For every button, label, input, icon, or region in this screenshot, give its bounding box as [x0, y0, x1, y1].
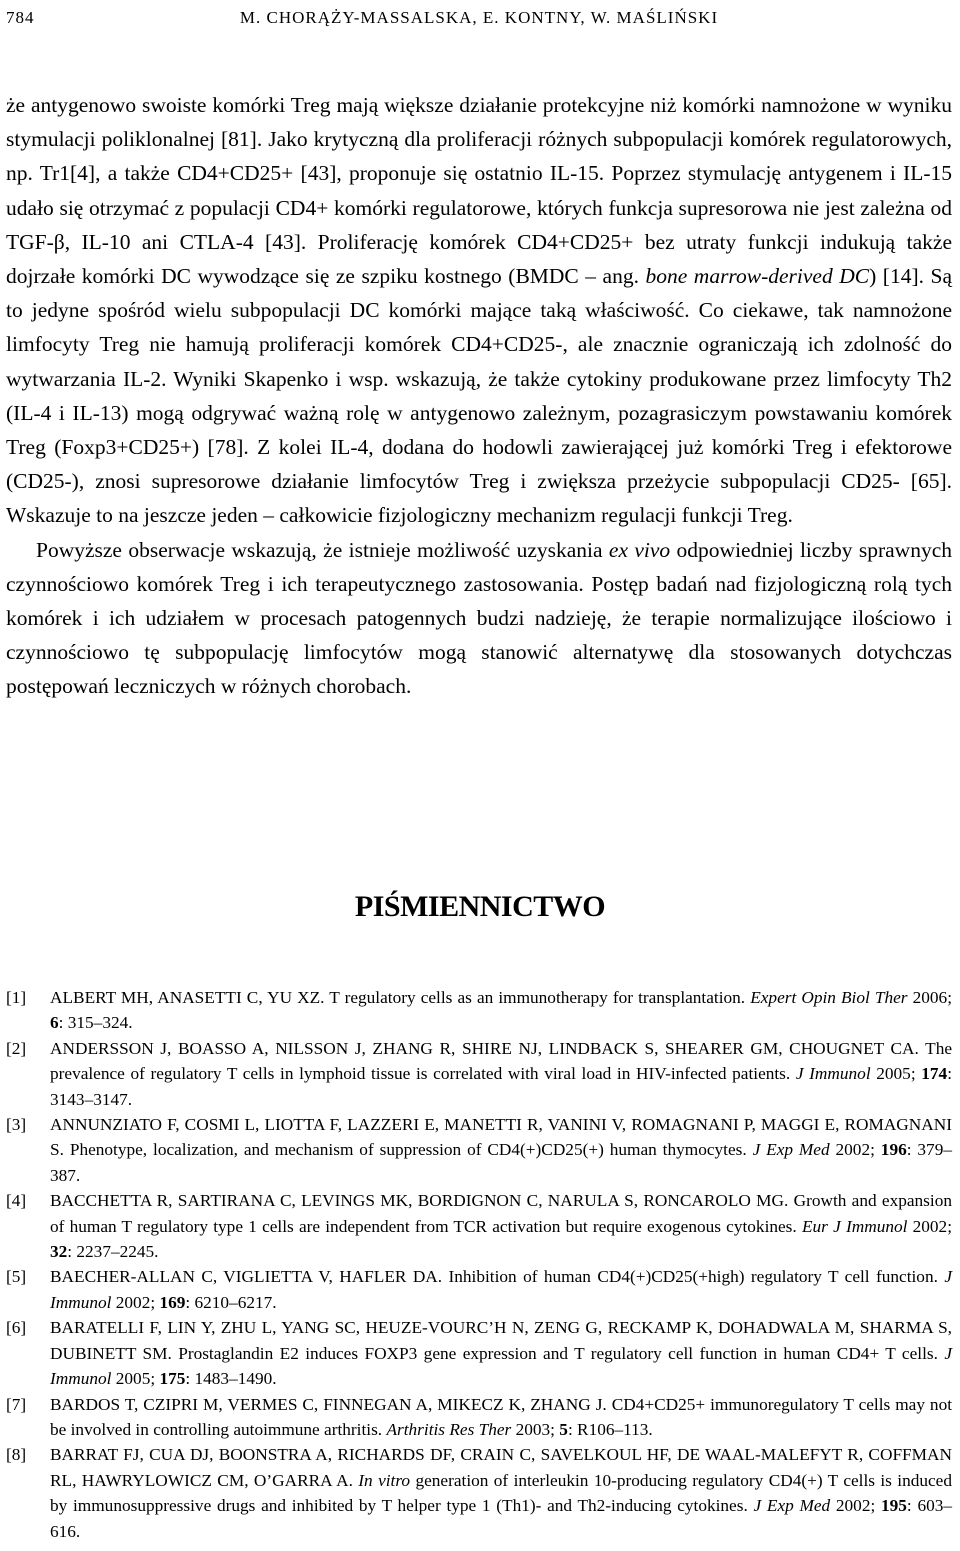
reference-year: 2002; [830, 1496, 881, 1516]
reference-number: [7] [6, 1394, 27, 1414]
paragraph-2-text-a: Powyższe obserwacje wskazują, że istnieje możliwość uzyskania [36, 537, 609, 562]
reference-authors: BARDOS T, CZIPRI M, VERMES C, FINNEGAN A, MIKECZ K, ZHANG J. [50, 1394, 607, 1414]
reference-number: [5] [6, 1267, 27, 1287]
reference-number: [2] [6, 1038, 27, 1058]
reference-pages: : 315–324. [58, 1013, 133, 1033]
reference-year: 2005; [870, 1064, 922, 1084]
reference-authors: ANDERSSON J, BOASSO A, NILSSON J, ZHANG R, SHIRE NJ, LINDBACK S, SHEARER GM, CHOUGNET CA. [50, 1038, 919, 1058]
reference-list [6, 985, 952, 1544]
reference-year: 2002; [829, 1140, 881, 1160]
reference-title-italic: In vitro [352, 1470, 411, 1490]
reference-volume: 196 [880, 1140, 907, 1160]
reference-journal: J Immunol [50, 1343, 953, 1389]
reference-journal: J Exp Med [753, 1496, 831, 1516]
reference-title: CD4+CD25+ immunoregulatory T cells may not be involved in controlling autoimmune arthritis. [50, 1394, 953, 1439]
reference-volume: 175 [159, 1369, 186, 1389]
reference-volume: 174 [921, 1064, 948, 1084]
reference-journal: Expert Opin Biol Ther [750, 988, 908, 1007]
reference-authors: BACCHETTA R, SARTIRANA C, LEVINGS MK, BORDIGNON C, NARULA S, RONCAROLO MG. [50, 1191, 789, 1211]
reference-item [6, 1112, 952, 1188]
reference-title: Growth and expansion of human T regulatory type 1 cells are independent from TCR activation but require exogenous cytokines. [50, 1191, 952, 1236]
reference-title: Prostaglandin E2 induces FOXP3 gene expression and T regulatory cell function in human CD4+ T cells. [171, 1343, 945, 1363]
reference-volume: 32 [50, 1242, 68, 1262]
reference-authors: BARRAT FJ, CUA DJ, BOONSTRA A, RICHARDS DF, CRAIN C, SAVELKOUL HF, DE WAAL-MALEFYT R, COFFMAN RL, HAWRYLOWICZ CM, O’GARRA A. [50, 1445, 952, 1490]
reference-number: [1] [6, 988, 27, 1007]
reference-year: 2002; [111, 1292, 160, 1312]
reference-journal: Arthritis Res Ther [386, 1419, 512, 1439]
reference-title: The prevalence of regulatory T cells in lymphoid tissue is correlated with viral load in HIV-infected patients. [50, 1038, 953, 1084]
reference-title: Inhibition of human CD4(+)CD25(+high) regulatory T cell function. [442, 1267, 945, 1287]
reference-item [6, 985, 952, 1036]
reference-authors: ALBERT MH, ANASETTI C, YU XZ. [50, 988, 325, 1007]
reference-authors: BAECHER-ALLAN C, VIGLIETTA V, HAFLER DA. [50, 1267, 443, 1287]
reference-authors: BARATELLI F, LIN Y, ZHU L, YANG SC, HEUZE-VOURC’H N, ZENG G, RECKAMP K, DOHADWALA M, SHARMA S, DUBINETT SM. [50, 1318, 952, 1363]
reference-journal: Eur J Immunol [801, 1216, 908, 1236]
reference-pages: : 3143–3147. [50, 1064, 952, 1109]
reference-authors: ANNUNZIATO F, COSMI L, LIOTTA F, LAZZERI E, MANETTI R, VANINI V, ROMAGNANI P, MAGGI E, ROMAGNANI S. [50, 1115, 952, 1160]
reference-year: 2002; [907, 1216, 953, 1236]
reference-journal: J Exp Med [752, 1140, 830, 1160]
reference-volume: 195 [881, 1496, 907, 1516]
paragraph-2-text-b: odpowiedniej liczby sprawnych czynnościowo komórek Treg i ich terapeutycznego zastosowania. Postęp badań nad fizjologiczną rolą tych komórek i ich udziałem w procesach patogennych budzi nadzieję, że terapie normalizujące ilościowo i czynnościowo tę subpopulację limfocytów mogą stanowić alternatywę dla stosowanych dotychczas postępowań leczniczych w różnych chorobach. [6, 537, 952, 699]
paragraph-1-text-a: że antygenowo swoiste komórki Treg mają większe działanie protekcyjne niż komórki namnożone w wyniku stymulacji poliklonalnej [81]. Jako krytyczną dla proliferacji różnych subpopulacji komórek regulatorowych, np. Tr1[4], a także CD4+CD25+ [43], proponuje się ostatnio IL-15. Poprzez stymulację antygenem i IL-15 udało się otrzymać z populacji CD4+ komórki regulatorowe, których funkcja supresorowa nie jest zależna od TGF-β, IL-10 ani CTLA-4 [43]. Proliferację komórek CD4+CD25+ bez utraty funkcji indukują także dojrzałe komórki DC wywodzące się ze szpiku kostnego (BMDC – ang. [6, 93, 952, 289]
paragraph-2 [6, 533, 952, 704]
reference-volume: 6 [50, 1013, 59, 1033]
reference-year: 2005; [111, 1369, 160, 1389]
reference-journal: J Immunol [50, 1267, 952, 1312]
reference-number: [3] [6, 1115, 27, 1135]
reference-volume: 169 [159, 1292, 186, 1312]
reference-item [6, 1442, 952, 1544]
reference-year: 2003; [511, 1419, 560, 1439]
reference-volume: 5 [559, 1419, 568, 1439]
reference-year: 2006; [907, 988, 952, 1007]
reference-pages: : 2237–2245. [67, 1242, 159, 1262]
body-text [6, 88, 952, 704]
reference-item [6, 1392, 952, 1443]
reference-item [6, 1264, 952, 1315]
reference-journal: J Immunol [795, 1064, 871, 1084]
paragraph-1 [6, 88, 952, 533]
reference-title: T regulatory cells as an immunotherapy for transplantation. [324, 988, 751, 1007]
reference-title: Phenotype, localization, and mechanism of suppression of CD4(+)CD25(+) human thymocytes. [63, 1140, 753, 1160]
reference-item [6, 1315, 952, 1391]
paragraph-1-text-b: ) [14]. Są to jedyne spośród wielu subpopulacji DC komórki mające taką właściwość. Co ciekawe, tak namnożone limfocyty Treg nie hamują proliferacji komórek CD4+CD25-, ale znacznie ograniczają ich zdolność do wytwarzania IL-2. Wyniki Skapenko i wsp. wskazują, że także cytokiny produkowane przez limfocyty Th2 (IL-4 i IL-13) mogą odgrywać ważną rolę w antygenowo zależnym, pozagrasiczym powstawaniu komórek Treg (Foxp3+CD25+) [78]. Z kolei IL-4, dodana do hodowli zawierającej już komórki Treg i efektorowe (CD25-), znosi supresorowe działanie limfocytów Treg i zwiększa przeżycie subpopulacji CD25- [65]. Wskazuje to na jeszcze jeden – całkowicie fizjologiczny mechanizm regulacji funkcji Treg. [6, 264, 952, 528]
reference-pages: : 1483–1490. [185, 1369, 277, 1389]
reference-number: [4] [6, 1191, 27, 1211]
paragraph-2-italic: ex vivo [608, 537, 671, 562]
reference-pages: : R106–113. [567, 1419, 653, 1439]
reference-item [6, 1188, 952, 1264]
running-head-authors: M. CHORĄŻY-MASSALSKA, E. KONTNY, W. MAŚLIŃSKI [239, 8, 719, 27]
section-title: PIŚMIENNICTWO [354, 890, 606, 923]
paragraph-1-italic: bone marrow-derived DC [645, 264, 870, 289]
reference-number: [6] [6, 1318, 27, 1338]
reference-pages: : 379–387. [50, 1140, 952, 1185]
page-number: 784 [6, 8, 35, 27]
reference-title: generation of interleukin 10-producing regulatory CD4(+) T cells is induced by immunosuppressive drugs and inhibited by T helper type 1 (Th1)- and Th2-inducing cytokines. [50, 1470, 952, 1516]
reference-number: [8] [6, 1445, 27, 1465]
reference-pages: : 603–616. [50, 1496, 953, 1541]
reference-pages: : 6210–6217. [185, 1292, 277, 1312]
reference-item [6, 1036, 952, 1112]
